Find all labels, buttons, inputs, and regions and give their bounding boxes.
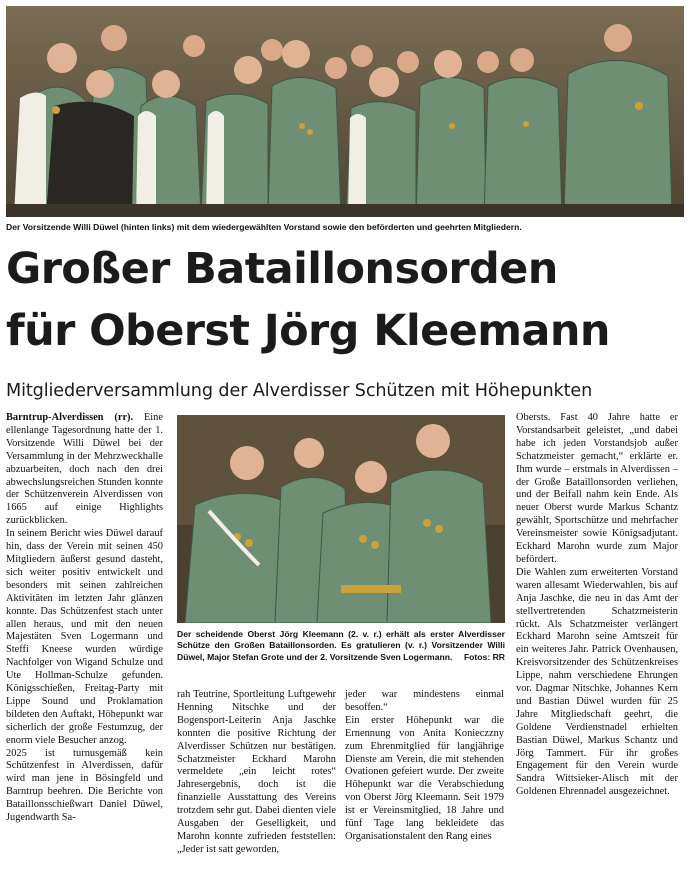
article-column-1 bbox=[6, 412, 163, 825]
subheadline: Mitgliederversammlung der Alverdisser Schützen mit Höhepunkten bbox=[6, 381, 593, 401]
mid-photo bbox=[177, 415, 505, 623]
article-col4-p2: Die Wahlen zum erweiterten Vorstand waren allesamt Wiederwahlen, bis auf Anja Jaschke, die neu in das Amt der stellvertretenden Schatzmeisterin rückt. Als Schatzmeister verlängert Eckhard Marohn seine Amtszeit für ein weiteres Jahr. Patrick Ovenhausen, Kreisvorsitzender des Schützenkreises Lippe, nahm verschiedene Ehrungen vor. Dagmar Nitschke, Johannes Kern und Bastian Düwel wurden für 25 Jahre Mitgliedschaft geehrt, die Goldene Verdienstnadel erhielten Bastian Düwel, Markus Schantz und Jörg Tammert. Für ihr großes Engagement für den Verein wurde Sandra Wittsieker-Alisch mit der Goldenen Ehrennadel ausgezeichnet. bbox=[516, 566, 678, 798]
article-col1-p3: 2025 ist turnusgemäß kein Schützenfest in Alverdissen, dafür wird man jene in Bösingfeld und Barntrup beehren. Die Berichte von Bataillonsschießwart Daniel Düwel, Jugendwarth Sa- bbox=[6, 747, 163, 824]
photo-credit: Fotos: RR bbox=[463, 651, 505, 662]
article-column-3 bbox=[345, 689, 504, 844]
top-photo-caption: Der Vorsitzende Willi Düwel (hinten links) mit dem wiedergewählten Vorstand sowie den beförderten und geehrten Mitgliedern. bbox=[6, 222, 522, 232]
mid-photo-caption bbox=[177, 629, 505, 663]
headline-line-1: Großer Bataillonsorden bbox=[6, 244, 558, 294]
article-dateline: Barntrup-Alverdissen (rr). bbox=[6, 412, 134, 423]
article-col3-text: jeder war mindestens einmal besoffen.“ bbox=[345, 689, 504, 713]
article-col4-text: Obersts. Fast 40 Jahre hatte er Vorstandsarbeit geleistet, „und dabei habe ich jeden Vorstandsjob außer Schatzmeister gemacht,“ erklärte er. Ihm wurde – erstmals in Alverdissen – der Große Bataillonsorden verliehen, und der Beifall nahm kein Ende. Als neuer Oberst wurde Markus Schantz gewählt, Sportschütze und mehrfacher Vereinsmeister sowie Königsadjutant. Eckhard Marohn wurde zum Major befördert. bbox=[516, 412, 678, 565]
article-column-4 bbox=[516, 412, 678, 799]
article-col1-text: Eine ellenlange Tagesordnung hatte der 1. Vorsitzende Willi Düwel bei der Versammlung in der Mehrzweckhalle abzuarbeiten, doch nach den drei abwechslungsreichen Stunden konnte der Schützenverein Alverdissen von 1665 auf einige Highlights zurückblicken. bbox=[6, 412, 163, 527]
article-column-2 bbox=[177, 689, 336, 857]
top-group-photo bbox=[6, 6, 684, 217]
headline-line-2: für Oberst Jörg Kleemann bbox=[6, 306, 610, 356]
article-col1-p2: In seinem Bericht wies Düwel darauf hin, dass der Verein mit seinen 450 Mitgliedern äußerst gesund dasteht, sich weiter positiv entwickelt und besonders mit seinen zahlreichen Aktivitäten im letzten Jahr glänzen konnte. Das Schützenfest stach unter allen heraus, und mit den neuen Majestäten Sven Logermann und Steffi Kneese wurden würdige Nachfolger von Wigand Schulze und Ute Hollman-Schulze gefunden. Königsschießen, Freitag-Party mit Lippe Sound und Proklamation bildeten den Auftakt, Höhepunkt war sicherlich der große Festumzug, der enorm viele Besucher anzog. bbox=[6, 528, 163, 746]
article-col2-text: rah Teutrine, Sportleitung Luftgewehr Henning Nitschke und der Bogensport-Leiterin Anja Jaschke konnten die positive Richtung der Alverdisser Schützen nur bestätigen. Schatzmeister Eckhard Marohn vermeldete „ein leicht rotes“ Jahresergebnis, doch ist die finanzielle Ausstattung des Vereins trotzdem sehr gut. Dabei dienten viele Ausgaben der Geselligkeit, und Marohn konnte zufrieden feststellen: „Jeder ist satt geworden, bbox=[177, 689, 336, 855]
article-col3-p2: Ein erster Höhepunkt war die Ernennung von Anita Konieczzny zum Ehrenmitglied für langjährige Dienste am Verein, die mit stehenden Ovationen gefeiert wurde. Der zweite Höhepunkt war die Verabschiedung von Oberst Jörg Kleemann. Seit 1979 ist er Vereinsmitglied, 18 Jahre und fünf Tage lang bekleidete das Organisationstalent den Rang eines bbox=[345, 714, 504, 842]
mid-photo-caption-text: Der scheidende Oberst Jörg Kleemann (2. v. r.) erhält als erster Alverdisser Schütze den Großen Bataillonsorden. Es gratulieren (v. r.) Vorsitzender Willi Düwel, Major Stefan Grote und der 2. Vorsitzende Sven Logermann. bbox=[177, 629, 505, 662]
